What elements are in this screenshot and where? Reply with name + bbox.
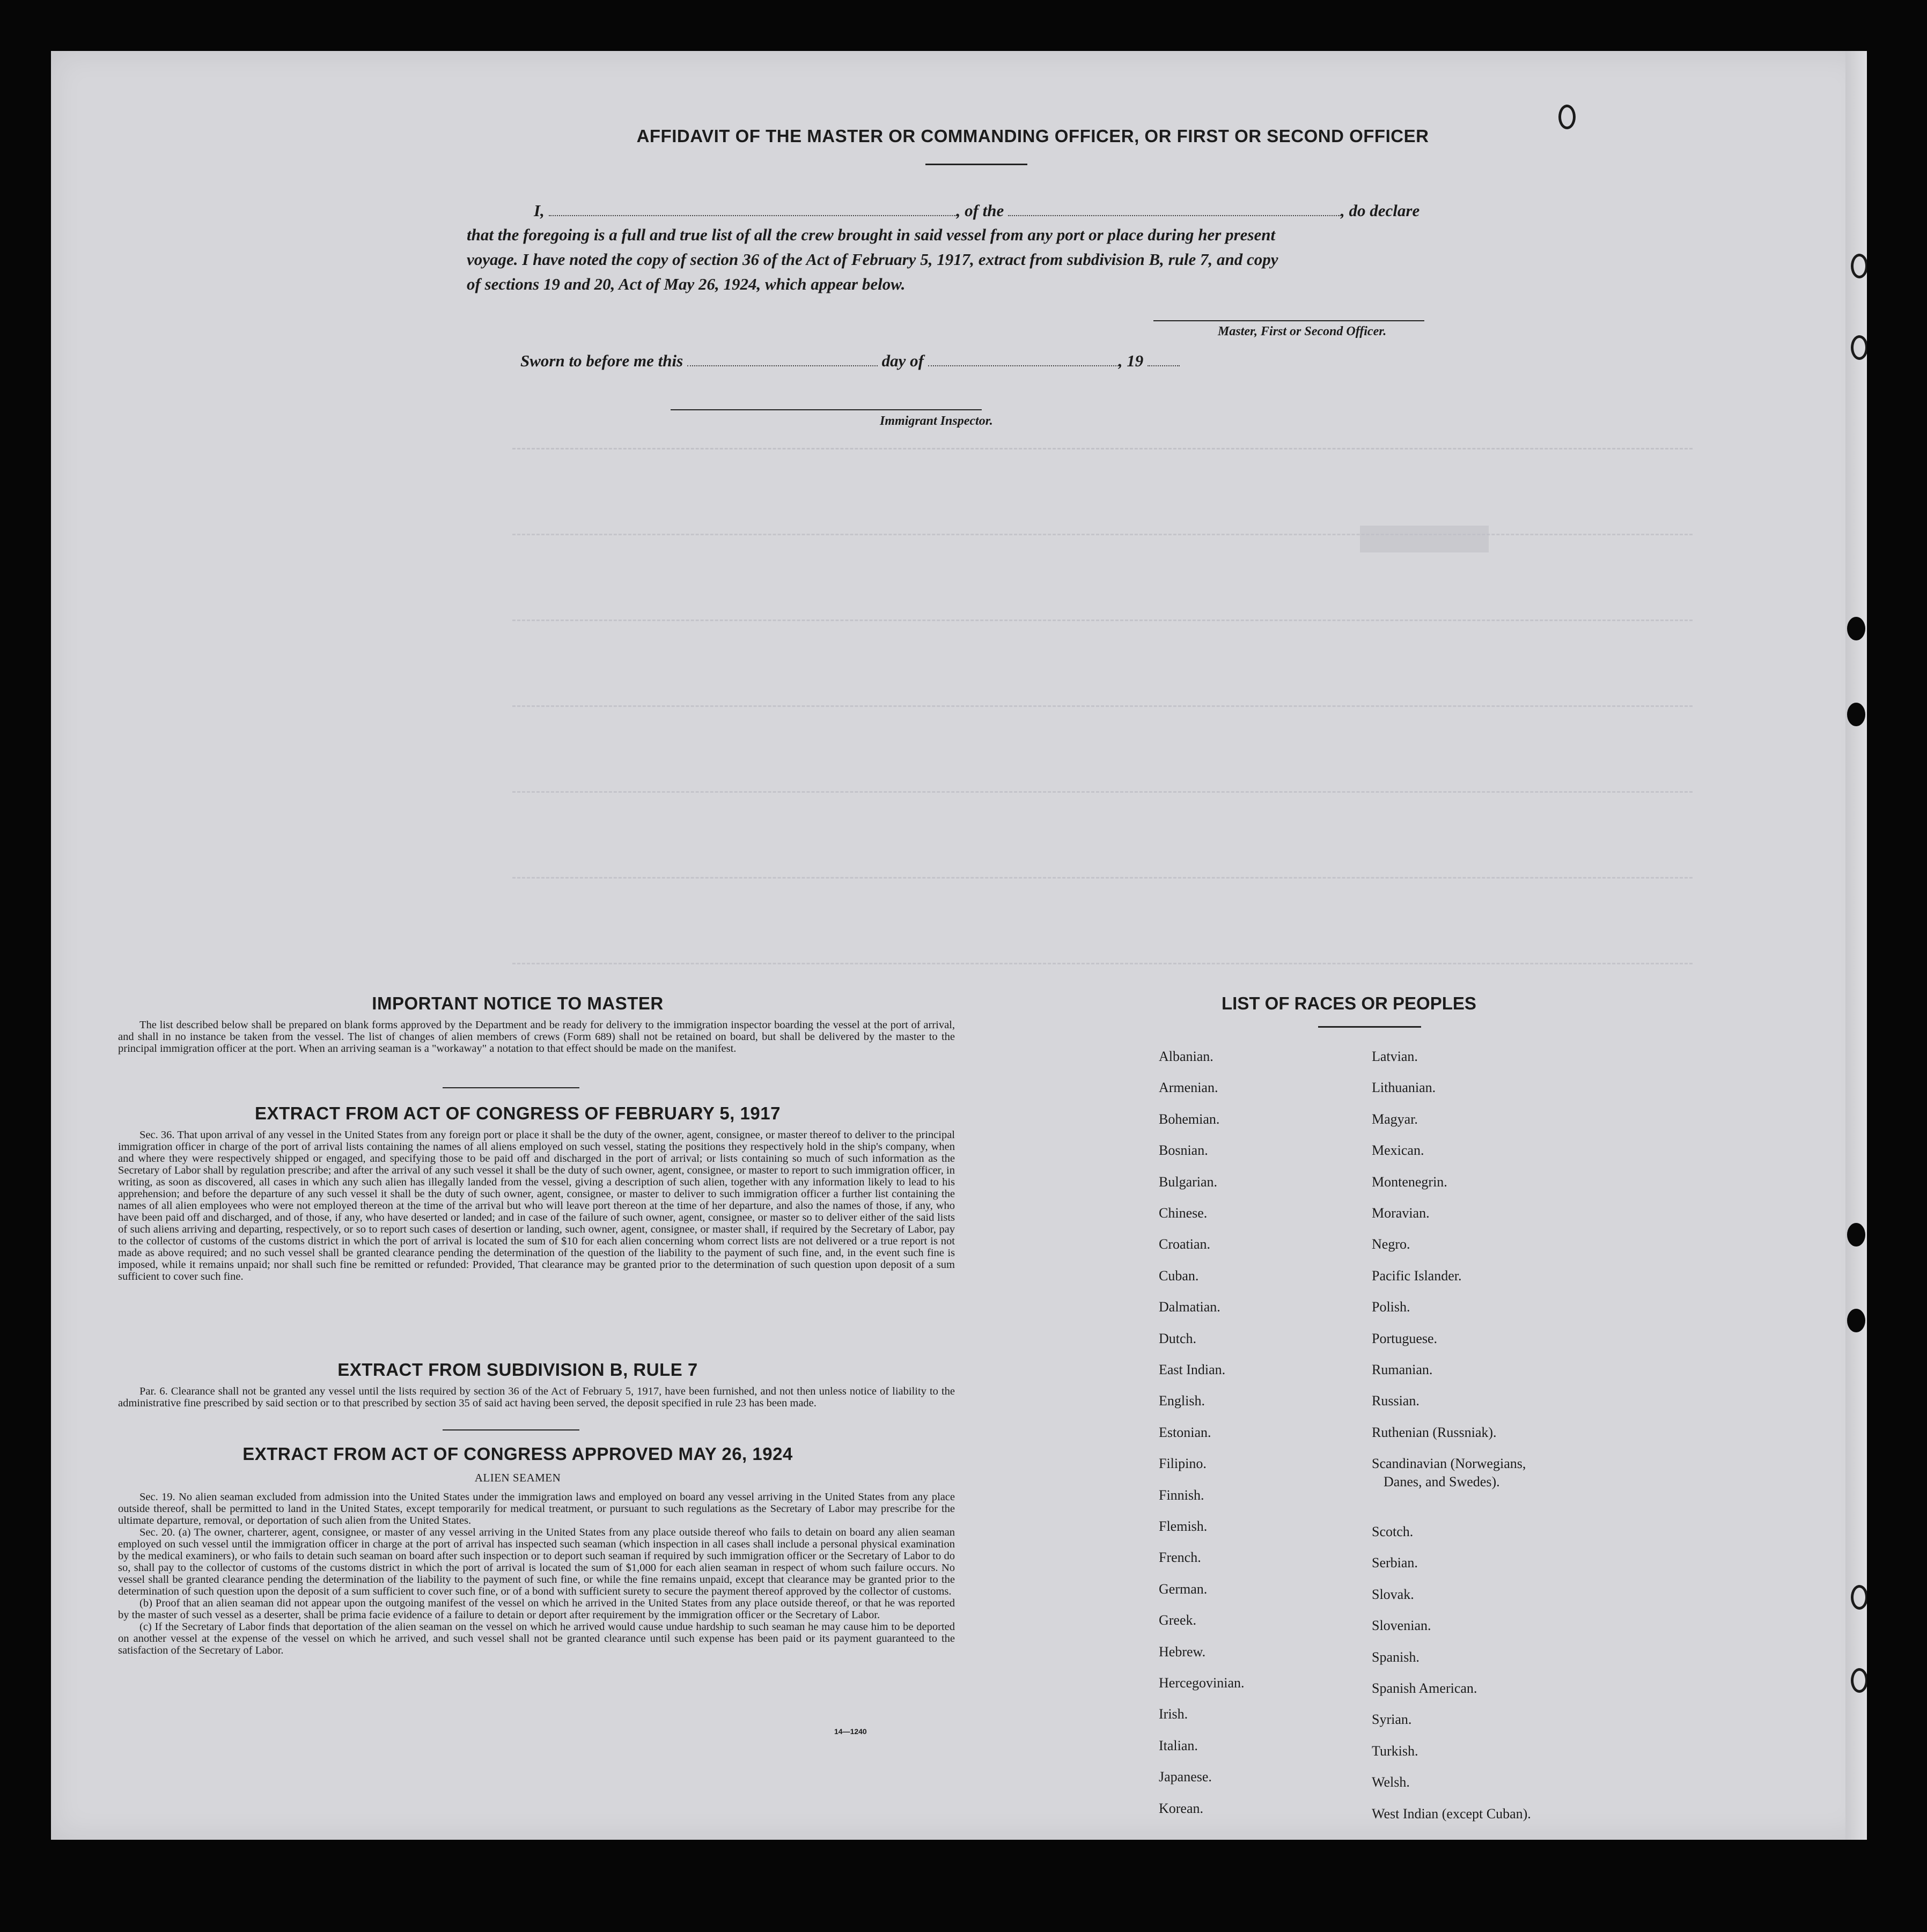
race-item: Bosnian. bbox=[1159, 1142, 1208, 1159]
affidavit-i: I, bbox=[534, 201, 545, 220]
affidavit-do-declare: , do declare bbox=[1341, 201, 1420, 220]
race-item: Slovak. bbox=[1372, 1586, 1414, 1602]
notice-text bbox=[118, 1019, 955, 1055]
race-item: Montenegrin. bbox=[1372, 1174, 1447, 1190]
race-item: Dutch. bbox=[1159, 1330, 1197, 1346]
race-item: Korean. bbox=[1159, 1800, 1204, 1816]
inspector-signature-line[interactable] bbox=[671, 409, 982, 410]
race-item: Portuguese. bbox=[1372, 1330, 1438, 1346]
section-36-paragraph: Sec. 36. That upon arrival of any vessel in the United States from any foreign port or place it shall be the duty of the owner, agent, consignee, or master thereof to deliver to the principal immigration officer in charge of the port of arrival lists containing the names of all aliens employed on such vessel, stating the positions they respectively hold in the ship's company, when and where they were respectively shipped or engaged, and specifying those to be paid off and discharged in the port of arrival; or lists containing so much of such information as the Secretary of Labor shall by regulation prescribe; and after the arrival of any such vessel it shall be the duty of such owner, agent, consignee, or master to report to such immigration officer, in writing, as soon as discovered, all cases in which any such alien has illegally landed from the vessel, giving a description of such alien, together with any information likely to lead to his apprehension; and before the departure of any such vessel it shall be the duty of such owner, agent, consignee, or master to deliver to such immigration officer a further list containing the names of all alien employees who were not employed thereon at the time of the arrival but who will leave port thereon at the time of her departure, and also the names of those, if any, who have been paid off and discharged, and of those, if any, who have deserted or landed; and in case of the failure of such owner, agent, consignee, or master so to deliver either of the said lists of such aliens arriving and departing, respectively, or so to report such cases of desertion or landing, such owner, agent, consignee, or master shall, if required by the Secretary of Labor, pay to the collector of customs of the customs district in which the port of arrival is located the sum of $10 for each alien concerning whom correct lists are not delivered or a true report is not made as above required; and no such vessel shall be granted clearance pending the determination of the question of the liability to the payment of such fine, and, in the event such fine is imposed, while it remains unpaid; nor shall such fine be remitted or refunded: Provided, That clearance may be granted prior to the determination of such question upon deposit of a sum sufficient to cover such fine. bbox=[118, 1129, 955, 1282]
race-item: Polish. bbox=[1372, 1299, 1410, 1315]
extract-rule7-text bbox=[118, 1385, 955, 1409]
day-blank[interactable] bbox=[687, 351, 878, 366]
affidavit-line-4: of sections 19 and 20, Act of May 26, 1924, which appear below. bbox=[467, 275, 906, 293]
race-item: Spanish American. bbox=[1372, 1680, 1477, 1696]
race-item: Mexican. bbox=[1372, 1142, 1424, 1159]
race-item: Hercegovinian. bbox=[1159, 1675, 1245, 1691]
affidavit-line-3: voyage. I have noted the copy of section 36 of the Act of February 5, 1917, extract from subdivision B, rule 7, and copy bbox=[467, 250, 1278, 269]
section-20b-paragraph: (b) Proof that an alien seaman did not appear upon the outgoing manifest of the vessel on which he arrived in the United States from any place outside thereof, or that he was reported by the master of such vessel as a deserter, shall be prima facie evidence of a failure to detain or deport after requirement by the immigration officer or the Secretary of Labor. bbox=[118, 1597, 955, 1621]
affidavit-title: AFFIDAVIT OF THE MASTER OR COMMANDING OFFICER, OR FIRST OR SECOND OFFICER bbox=[636, 126, 1429, 146]
race-item: Russian. bbox=[1372, 1393, 1419, 1409]
binder-hole bbox=[1847, 1309, 1865, 1332]
race-item: Bulgarian. bbox=[1159, 1174, 1218, 1190]
race-item: Spanish. bbox=[1372, 1649, 1419, 1665]
race-item: Danes, and Swedes). bbox=[1384, 1474, 1500, 1490]
race-item: Rumanian. bbox=[1372, 1362, 1433, 1377]
sworn-line bbox=[520, 349, 1180, 373]
race-item: Ruthenian (Russniak). bbox=[1372, 1424, 1497, 1440]
sworn-prefix: Sworn to before me this bbox=[520, 351, 683, 370]
race-item: Lithuanian. bbox=[1372, 1080, 1436, 1096]
affidavit-line-1 bbox=[534, 198, 1419, 223]
extract-rule7-title: EXTRACT FROM SUBDIVISION B, RULE 7 bbox=[337, 1360, 698, 1380]
binder-hole bbox=[1851, 254, 1867, 278]
race-item: Armenian. bbox=[1159, 1080, 1218, 1096]
document-page bbox=[51, 51, 1867, 1840]
binder-hole bbox=[1558, 105, 1576, 129]
race-item: Cuban. bbox=[1159, 1267, 1199, 1284]
binder-hole bbox=[1847, 1223, 1865, 1247]
binder-hole bbox=[1847, 703, 1865, 726]
race-item: English. bbox=[1159, 1393, 1205, 1409]
race-item: Scotch. bbox=[1372, 1524, 1414, 1539]
race-item: German. bbox=[1159, 1581, 1208, 1597]
sworn-year: , 19 bbox=[1118, 351, 1144, 370]
section-19-paragraph: Sec. 19. No alien seaman excluded from admission into the United States under the immigration laws and employed on board any vessel arriving in the United States from any place outside thereof, shall be permitted to land in the United States, except temporarily for medical treatment, or pursuant to such regulations as the Secretary of Labor may prescribe for the ultimate departure, removal, or deportation of such alien from the United States. bbox=[118, 1491, 955, 1527]
race-item: Slovenian. bbox=[1372, 1618, 1431, 1634]
extract-1924-title: EXTRACT FROM ACT OF CONGRESS APPROVED MAY 26, 1924 bbox=[242, 1444, 793, 1464]
affidavit-line-2: that the foregoing is a full and true list of all the crew brought in said vessel from any port or place during her present bbox=[467, 225, 1276, 244]
race-item: Irish. bbox=[1159, 1706, 1188, 1722]
divider bbox=[1318, 1026, 1421, 1028]
form-number: 14—1240 bbox=[834, 1727, 867, 1736]
binder-hole bbox=[1851, 335, 1867, 360]
alien-seamen-subtitle: ALIEN SEAMEN bbox=[474, 1471, 561, 1484]
vessel-blank[interactable] bbox=[1008, 201, 1341, 216]
divider bbox=[925, 164, 1027, 165]
race-item: Albanian. bbox=[1159, 1049, 1213, 1064]
race-item: Syrian. bbox=[1372, 1712, 1412, 1728]
race-item: Greek. bbox=[1159, 1612, 1197, 1628]
inspector-label: Immigrant Inspector. bbox=[880, 414, 993, 428]
race-item: Finnish. bbox=[1159, 1487, 1204, 1503]
section-20c-paragraph: (c) If the Secretary of Labor finds that deportation of the alien seaman on the vessel on which he arrived would cause undue hardship to such seaman he may cause him to be deported on another vessel at the expense of the vessel on which he arrived, and such vessel shall not be granted clearance until such expense has been paid or its payment guaranteed to the satisfaction of the Secretary of Labor. bbox=[118, 1621, 955, 1656]
race-item: West Indian (except Cuban). bbox=[1372, 1805, 1531, 1822]
race-item: Negro. bbox=[1372, 1236, 1410, 1252]
race-item: Japanese. bbox=[1159, 1769, 1212, 1785]
paragraph-6: Par. 6. Clearance shall not be granted any vessel until the lists required by section 36 of the Act of February 5, 1917, have been furnished, and not then unless notice of liability to the administrative fine prescribed by said section or to that prescribed by section 35 of said act having been served, the deposit specified in rule 23 has been made. bbox=[118, 1385, 955, 1409]
race-item: Estonian. bbox=[1159, 1424, 1211, 1440]
race-item: Flemish. bbox=[1159, 1518, 1208, 1534]
extract-1924-text bbox=[118, 1491, 955, 1656]
race-item: Turkish. bbox=[1372, 1743, 1418, 1759]
binder-hole bbox=[1851, 1585, 1867, 1610]
race-item: Bohemian. bbox=[1159, 1111, 1220, 1127]
race-item: Filipino. bbox=[1159, 1456, 1207, 1472]
divider bbox=[443, 1429, 579, 1430]
race-item: Scandinavian (Norwegians, bbox=[1372, 1456, 1526, 1472]
notice-title: IMPORTANT NOTICE TO MASTER bbox=[372, 993, 664, 1013]
extract-1917-text bbox=[118, 1129, 955, 1282]
binder-hole bbox=[1847, 617, 1865, 640]
divider bbox=[443, 1087, 579, 1088]
race-item: Dalmatian. bbox=[1159, 1299, 1220, 1315]
race-item: Croatian. bbox=[1159, 1236, 1211, 1252]
affidavit-of-the: , of the bbox=[956, 201, 1004, 220]
master-label: Master, First or Second Officer. bbox=[1218, 325, 1387, 338]
notice-paragraph: The list described below shall be prepared on blank forms approved by the Department and be ready for delivery to the immigration inspector boarding the vessel at the port of arrival, and shall in no instance be taken from the vessel. The list of changes of alien members of crews (Form 689) shall not be retained on board, but shall be delivered by the master to the principal immigration officer at the port. When an arriving seaman is a "workaway" a notation to that effect should be made on the manifest. bbox=[118, 1019, 955, 1055]
section-20a-paragraph: Sec. 20. (a) The owner, charterer, agent, consignee, or master of any vessel arriving in the United States from any place outside thereof who fails to detain on board any alien seaman employed on such vessel until the immigration officer in charge at the port of arrival has inspected such seaman (which inspection in all cases shall include a personal physical examination by the medical examiners), or who fails to detain such seaman on board after such inspection or to deport such seaman if required by such immigration officer or the Secretary of Labor to do so, shall pay to the collector of customs of the customs district in which the port of arrival is located the sum of $1,000 for each alien seaman in respect of whom such failure occurs. No vessel shall be granted clearance pending the determination of the liability to the payment of such fine, or while the fine remains unpaid, except that clearance may be granted prior to the determination of such question upon the deposit of a sum sufficient to cover such fine, or of a bond with sufficient surety to secure the payment thereof approved by the collector of customs. bbox=[118, 1527, 955, 1597]
year-blank[interactable] bbox=[1148, 351, 1180, 366]
extract-1917-title: EXTRACT FROM ACT OF CONGRESS OF FEBRUARY 5, 1917 bbox=[255, 1103, 781, 1123]
race-item: Pacific Islander. bbox=[1372, 1267, 1462, 1284]
month-blank[interactable] bbox=[928, 351, 1119, 366]
race-item: Italian. bbox=[1159, 1737, 1198, 1753]
page-edge bbox=[1845, 51, 1867, 1840]
race-item: East Indian. bbox=[1159, 1362, 1226, 1377]
race-item: Hebrew. bbox=[1159, 1643, 1206, 1660]
races-title: LIST OF RACES OR PEOPLES bbox=[1222, 993, 1476, 1013]
sworn-day-of: day of bbox=[881, 351, 924, 370]
master-signature-line[interactable] bbox=[1153, 320, 1424, 321]
race-item: Moravian. bbox=[1372, 1205, 1430, 1221]
race-item: Serbian. bbox=[1372, 1555, 1418, 1571]
name-blank[interactable] bbox=[549, 201, 957, 216]
race-item: Welsh. bbox=[1372, 1774, 1410, 1790]
race-item: Latvian. bbox=[1372, 1049, 1418, 1064]
binder-hole bbox=[1851, 1668, 1867, 1693]
race-item: Chinese. bbox=[1159, 1205, 1208, 1221]
race-item: Magyar. bbox=[1372, 1111, 1418, 1127]
race-item: French. bbox=[1159, 1550, 1201, 1566]
